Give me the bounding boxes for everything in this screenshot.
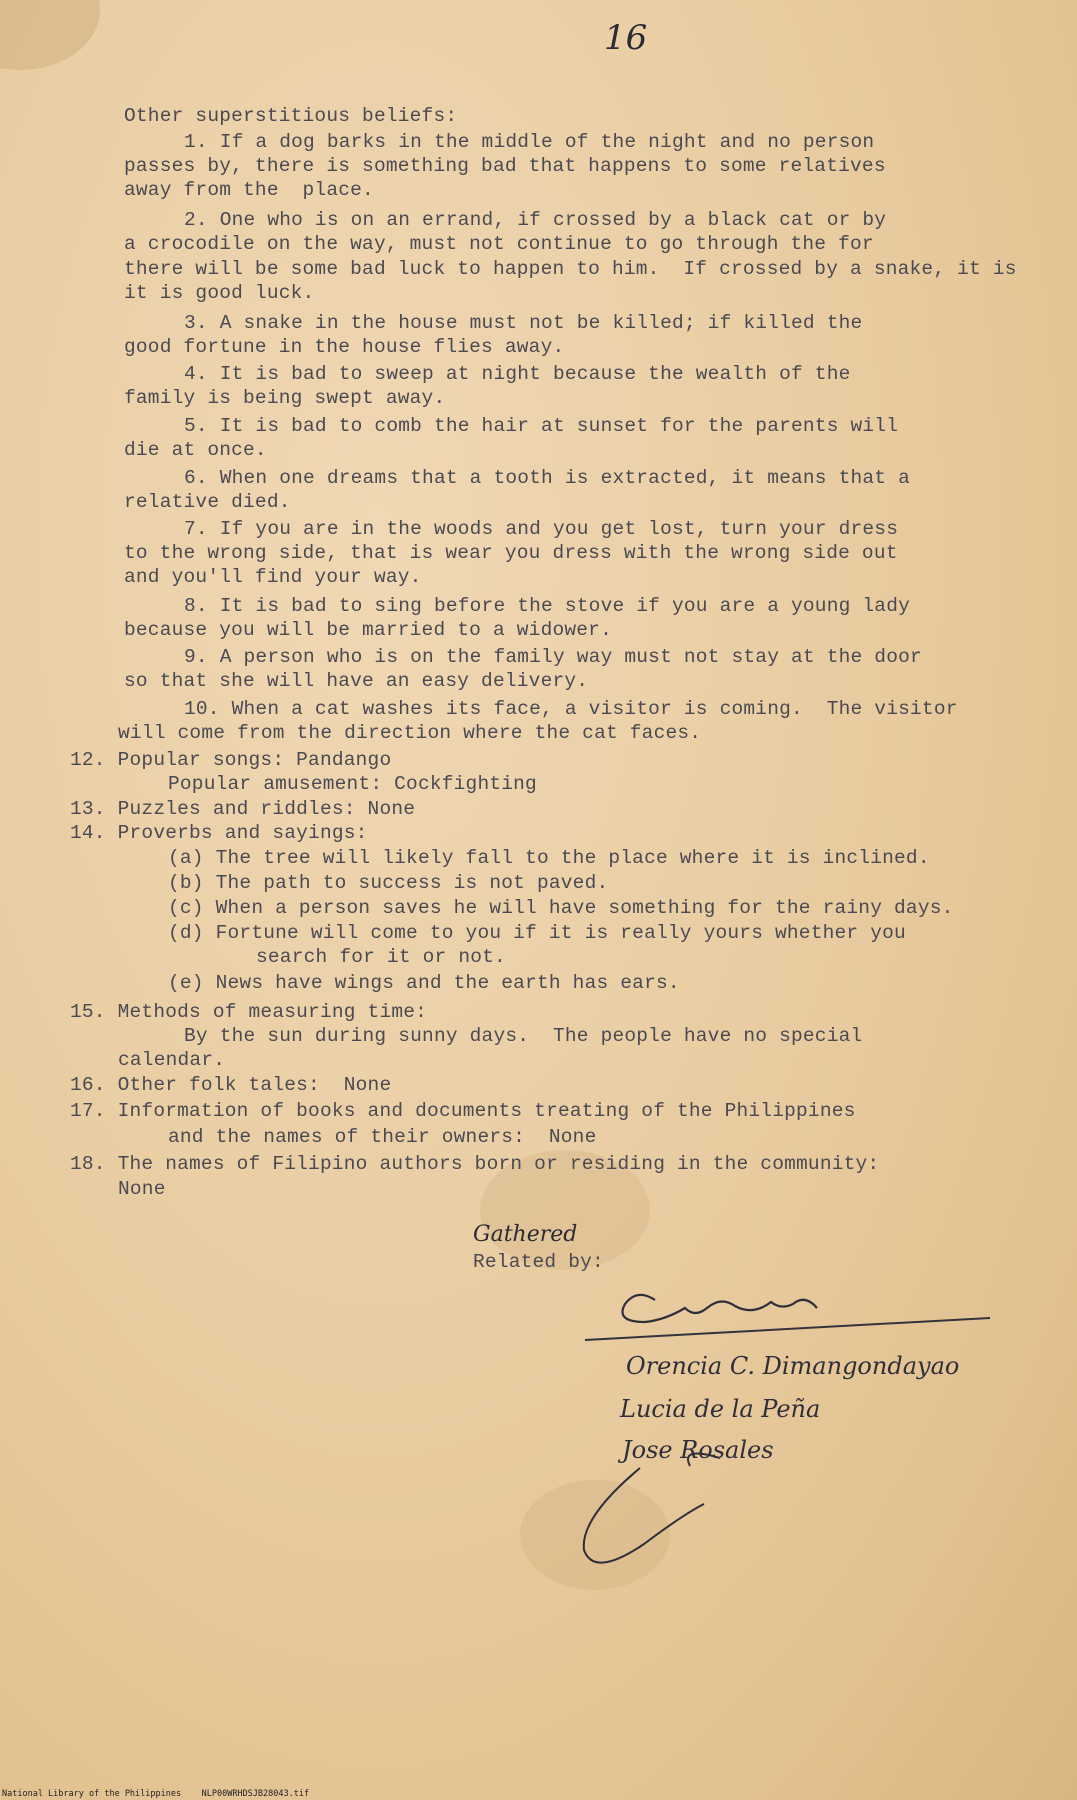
item-line: 13. Puzzles and riddles: None (70, 798, 416, 820)
gathered-note: Gathered (473, 1222, 578, 1247)
belief-line: because you will be married to a widower. (124, 619, 612, 641)
belief-line: a crocodile on the way, must not continue to go through the for (124, 233, 874, 255)
belief-line: will come from the direction where the cat faces. (118, 722, 702, 744)
footer-file: NLP00WRHDSJB28043.tif (201, 1789, 310, 1799)
belief-line: 9. A person who is on the family way must not stay at the door (184, 646, 922, 668)
belief-line: relative died. (124, 491, 291, 513)
item-line: 14. Proverbs and sayings: (70, 822, 368, 844)
belief-line: family is being swept away. (124, 387, 446, 409)
belief-line: good fortune in the house flies away. (124, 336, 565, 358)
belief-line: and you'll find your way. (124, 566, 422, 588)
belief-line: 3. A snake in the house must not be killed; if killed the (184, 312, 863, 334)
belief-line: it is good luck. (124, 282, 315, 304)
belief-line: die at once. (124, 439, 267, 461)
item-line: 17. Information of books and documents treating of the Philippines (70, 1100, 856, 1122)
related-by-label: Related by: (473, 1251, 604, 1273)
signature-3: Jose Rosales (622, 1436, 774, 1464)
belief-line: away from the place. (124, 179, 374, 201)
belief-line: 1. If a dog barks in the middle of the night and no person (184, 131, 875, 153)
footer-library: National Library of the Philippines (2, 1789, 182, 1799)
item-line: 16. Other folk tales: None (70, 1074, 392, 1096)
signature-1: Orencia C. Dimangondayao (626, 1352, 960, 1380)
belief-line: 6. When one dreams that a tooth is extracted, it means that a (184, 467, 911, 489)
proverb-line: (a) The tree will likely fall to the place where it is inclined. (168, 847, 930, 869)
belief-line: 7. If you are in the woods and you get lost, turn your dress (184, 518, 899, 540)
proverb-line: (e) News have wings and the earth has ears. (168, 972, 680, 994)
item-line: Popular amusement: Cockfighting (168, 773, 537, 795)
proverb-line: (c) When a person saves he will have something for the rainy days. (168, 897, 954, 919)
proverb-line: (b) The path to success is not paved. (168, 872, 609, 894)
belief-line: so that she will have an easy delivery. (124, 670, 589, 692)
item-line: 18. The names of Filipino authors born or residing in the community: (70, 1153, 880, 1175)
item-line: 12. Popular songs: Pandango (70, 749, 392, 771)
item-line: calendar. (118, 1049, 226, 1071)
belief-line: passes by, there is something bad that happens to some relatives (124, 155, 886, 177)
belief-line: 10. When a cat washes its face, a visitor is coming. The visitor (184, 698, 958, 720)
item-line: By the sun during sunny days. The people have no special (184, 1025, 863, 1047)
proverb-line: (d) Fortune will come to you if it is really yours whether you (168, 922, 906, 944)
belief-line: 8. It is bad to sing before the stove if you are a young lady (184, 595, 911, 617)
beliefs-heading: Other superstitious beliefs: (124, 105, 458, 127)
belief-line: to the wrong side, that is wear you dress with the wrong side out (124, 542, 898, 564)
belief-line: 4. It is bad to sweep at night because the wealth of the (184, 363, 851, 385)
belief-line: there will be some bad luck to happen to him. If crossed by a snake, it is (124, 258, 1017, 280)
proverb-line: search for it or not. (256, 946, 506, 968)
footer-bar (2, 1789, 309, 1799)
belief-line: 2. One who is on an errand, if crossed by a black cat or by (184, 209, 887, 231)
belief-line: 5. It is bad to comb the hair at sunset for the parents will (184, 415, 899, 437)
page-number: 16 (604, 18, 648, 58)
item-line: and the names of their owners: None (168, 1126, 597, 1148)
signature-2: Lucia de la Peña (620, 1395, 821, 1423)
item-line: None (118, 1178, 166, 1200)
item-line: 15. Methods of measuring time: (70, 1001, 428, 1023)
